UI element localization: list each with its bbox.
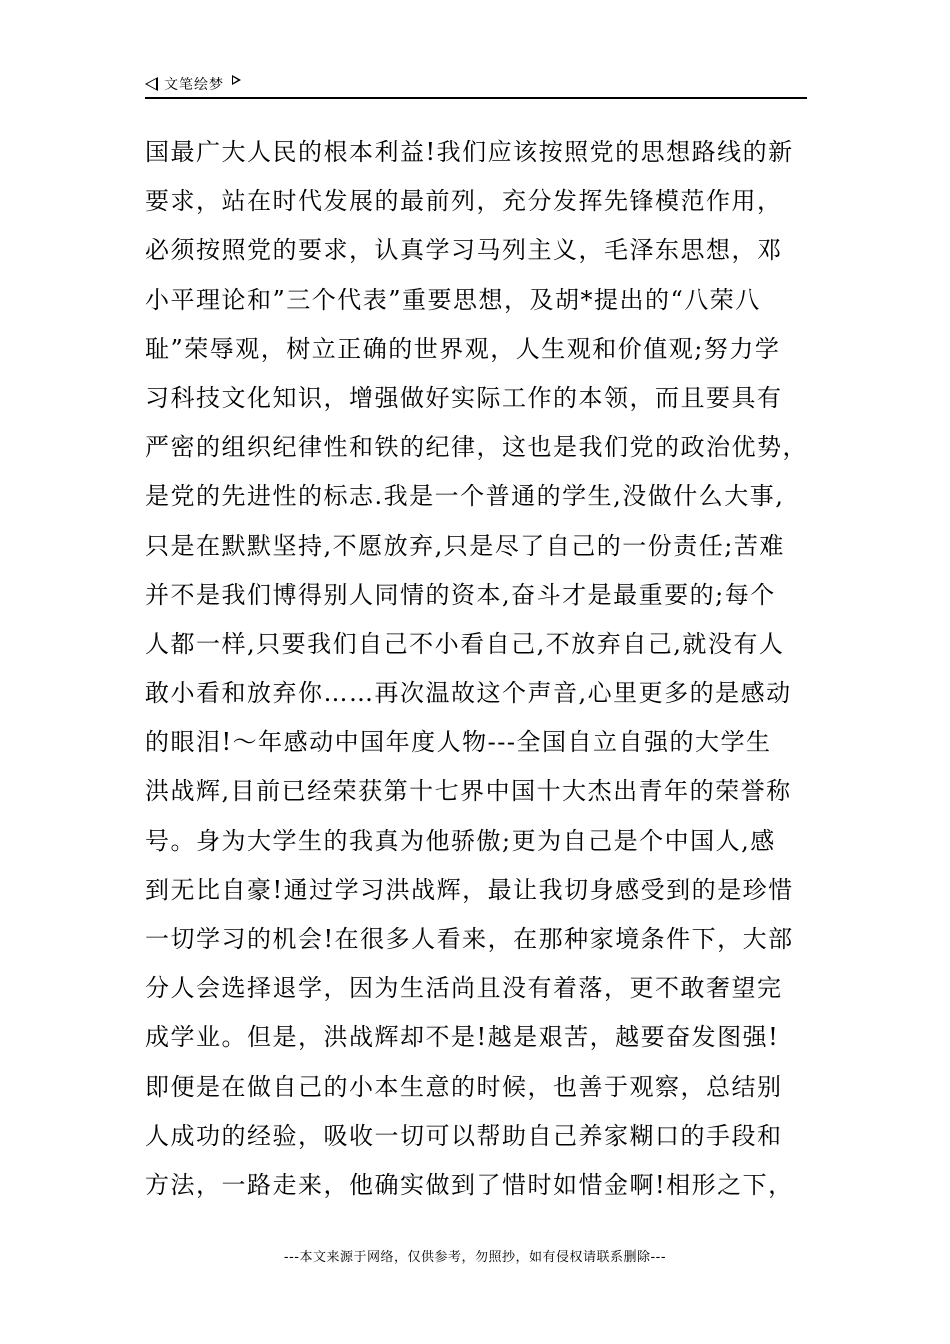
body-line: 分人会选择退学，因为生活尚且没有着落，更不敢奢望完: [145, 974, 783, 1003]
body-line: 严密的组织纪律性和铁的纪律，这也是我们党的政治优势，: [145, 433, 808, 462]
body-line: 必须按照党的要求，认真学习马列主义，毛泽东思想，邓: [145, 236, 783, 265]
body-line: 并不是我们博得别人同情的资本,奋斗才是最重要的;每个: [145, 580, 776, 609]
body-line: 人成功的经验，吸收一切可以帮助自己养家糊口的手段和: [145, 1121, 783, 1150]
body-line: 一切学习的机会!在很多人看来，在那种家境条件下，大部: [145, 925, 794, 953]
body-line: 国最广大人民的根本利益!我们应该按照党的思想路线的新: [145, 138, 794, 166]
body-line: 要求，站在时代发展的最前列，充分发挥先锋模范作用，: [145, 187, 783, 216]
body-line: 的眼泪!～年感动中国年度人物---全国自立自强的大学生: [145, 728, 772, 757]
left-triangle-icon: [145, 77, 158, 91]
body-line: 习科技文化知识，增强做好实际工作的本领，而且要具有: [145, 383, 783, 412]
right-triangle-icon: [232, 75, 241, 85]
body-line: 号。身为大学生的我真为他骄傲;更为自己是个中国人,感: [145, 826, 776, 855]
body-line: 只是在默默坚持,不愿放弃,只是尽了自己的一份责任;苦难: [145, 531, 785, 560]
body-line: 人都一样,只要我们自己不小看自己,不放弃自己,就没有人: [145, 629, 785, 658]
body-line: 是党的先进性的标志.我是一个普通的学生,没做什么大事,: [145, 482, 785, 511]
body-line: 即便是在做自己的小本生意的时候，也善于观察，总结别: [145, 1072, 783, 1101]
footer-disclaimer: ---本文来源于网络，仅供参考，勿照抄，如有侵权请联系删除---: [283, 1250, 667, 1265]
body-line: 敢小看和放弃你……再次温故这个声音,心里更多的是感动: [145, 679, 792, 708]
header-divider: [145, 97, 807, 99]
body-line: 小平理论和”三个代表”重要思想，及胡*提出的“八荣八: [145, 285, 761, 314]
body-line: 成学业。但是，洪战辉却不是!越是艰苦，越要奋发图强!: [145, 1023, 780, 1052]
page-header: [145, 70, 807, 98]
body-line: 耻”荣辱观，树立正确的世界观，人生观和价值观;努力学: [145, 334, 781, 363]
body-line: 方法，一路走来，他确实做到了惜时如惜金啊!相形之下，: [145, 1170, 794, 1199]
body-line: 到无比自豪!通过学习洪战辉，最让我切身感受到的是珍惜: [145, 875, 794, 904]
document-body: [145, 128, 807, 1210]
body-line: 洪战辉,目前已经荣获第十七界中国十大杰出青年的荣誉称: [145, 777, 792, 806]
brand-name: 文笔绘梦: [164, 77, 224, 93]
